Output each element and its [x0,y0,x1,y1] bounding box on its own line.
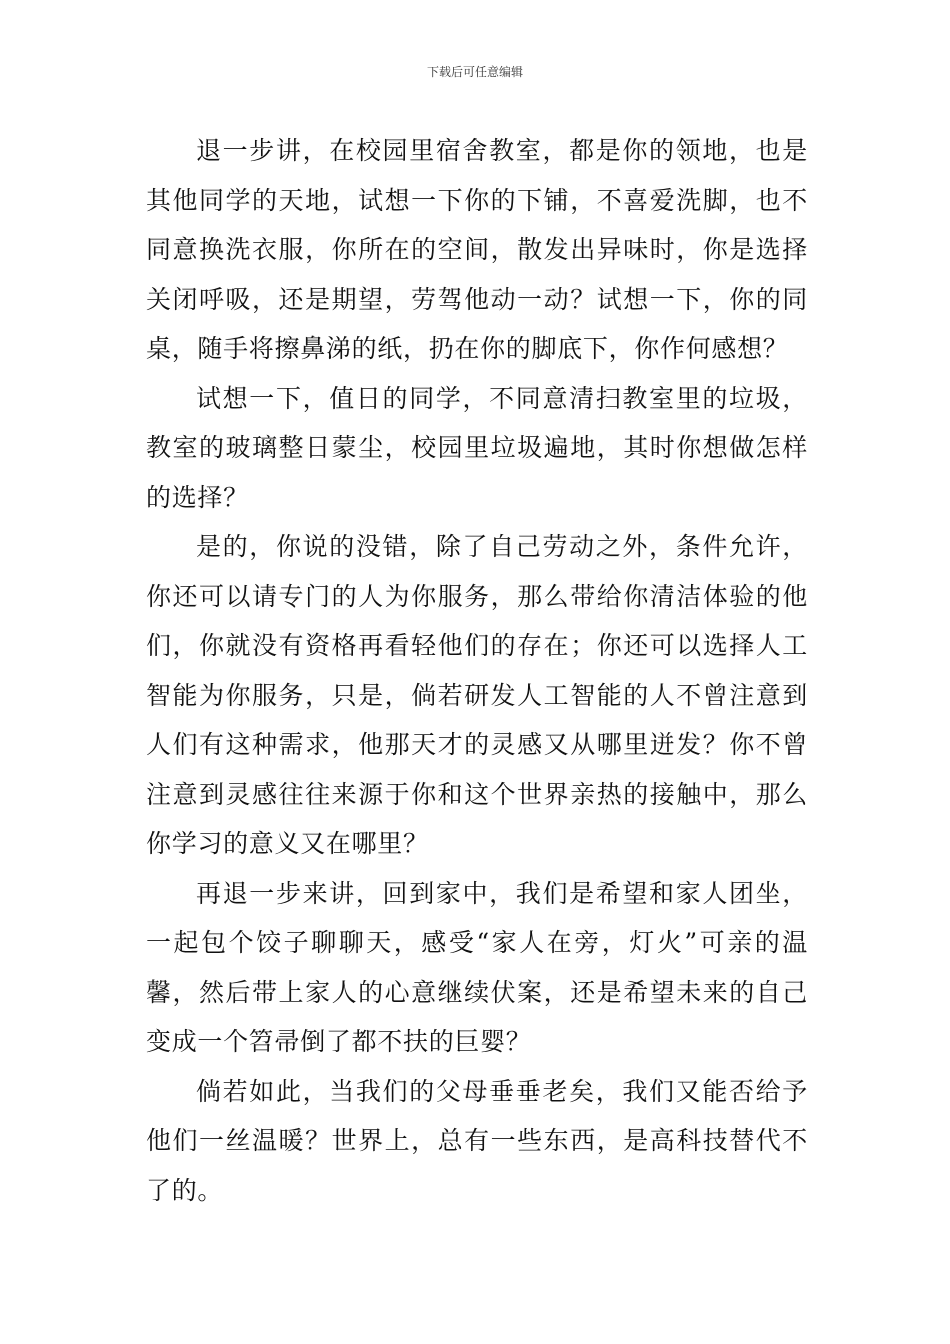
paragraph: 再退一步来讲，回到家中，我们是希望和家人团坐，一起包个饺子聊聊天，感受“家人在旁，灯火”可亲的温馨，然后带上家人的心意继续伏案，还是希望未来的自己变成一个笤帚倒了都不扶的巨婴？ [146,878,808,1056]
paragraph: 试想一下，值日的同学，不同意清扫教室里的垃圾，教室的玻璃整日蒙尘，校园里垃圾遍地，其时你想做怎样的选择？ [146,383,808,512]
paragraph: 退一步讲，在校园里宿舍教室，都是你的领地，也是其他同学的天地，试想一下你的下铺，不喜爱洗脚，也不同意换洗衣服，你所在的空间，散发出异味时，你是选择关闭呼吸，还是期望，劳驾他动一动？试想一下，你的同桌，随手将擦鼻涕的纸，扔在你的脚底下，你作何感想？ [146,136,808,363]
paragraph: 倘若如此，当我们的父母垂垂老矣，我们又能否给予他们一丝温暖？世界上，总有一些东西，是高科技替代不了的。 [146,1076,808,1205]
paragraph: 是的，你说的没错，除了自己劳动之外，条件允许，你还可以请专门的人为你服务，那么带给你清洁体验的他们，你就没有资格再看轻他们的存在；你还可以选择人工智能为你服务，只是，倘若研发人工智能的人不曾注意到人们有这种需求，他那天才的灵感又从哪里迸发？你不曾注意到灵感往往来源于你和这个世界亲热的接触中，那么你学习的意义又在哪里？ [146,532,808,858]
page-header: 下载后可任意编辑 [426,65,523,79]
document-body [146,126,808,1215]
